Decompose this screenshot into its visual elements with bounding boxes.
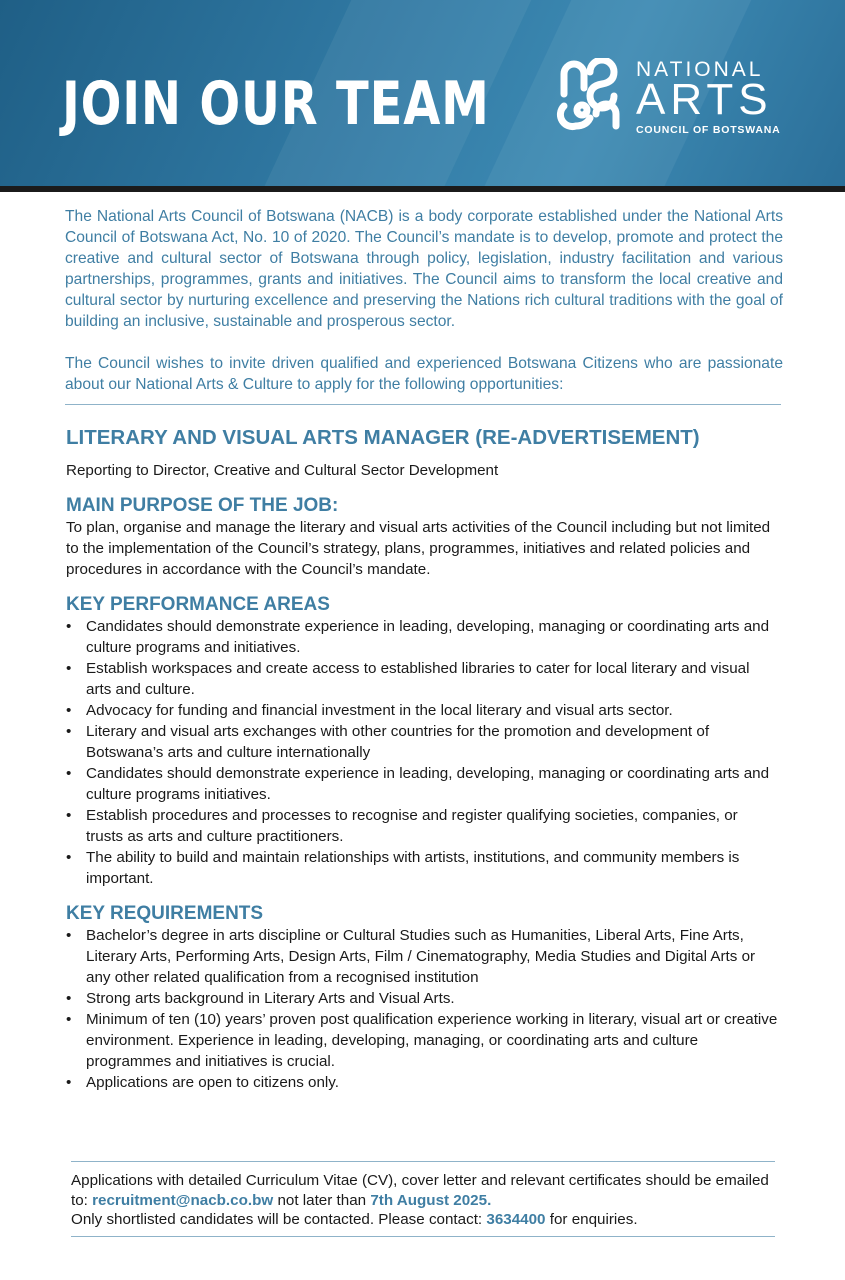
footer-deadline-label: not later than — [277, 1191, 367, 1209]
list-item: • Candidates should demonstrate experience in leading, developing, managing or coordinating arts and culture programs initiatives. — [66, 763, 778, 805]
list-item: • Literary and visual arts exchanges with other countries for the promotion and development of Botswana’s arts and culture internationally — [66, 721, 778, 763]
reporting-line: Reporting to Director, Creative and Cultural Sector Development — [66, 462, 499, 479]
job-section — [66, 425, 778, 1093]
banner-divider — [0, 186, 845, 192]
logo-line-arts: ARTS — [636, 75, 773, 124]
intro-paragraph: The National Arts Council of Botswana (NACB) is a body corporate established under the National Arts Council of Botswana Act, No. 10 of 2020. The Council’s mandate is to develop, promote and protect the creative and cultural sector of Botswana through policy, legislation, industry facilitation and various partnerships, programmes, grants and initiatives. The Council aims to transform the local creative and cultural sector by nurturing excellence and preserving the Nations rich cultural traditions with the goal of building an inclusive, sustainable and prosperous sector. — [65, 208, 783, 330]
footer-line-2 — [71, 1210, 775, 1230]
job-title: LITERARY AND VISUAL ARTS MANAGER (RE-ADVERTISEMENT) — [66, 426, 700, 449]
list-item: • Candidates should demonstrate experience in leading, developing, managing or coordinating arts and culture programs and initiatives. — [66, 616, 778, 658]
list-item: • The ability to build and maintain relationships with artists, institutions, and community members is important. — [66, 847, 778, 889]
kpa-list — [66, 616, 778, 889]
page-title: JOIN OUR TEAM — [62, 69, 490, 139]
logo-line-council: COUNCIL OF BOTSWANA — [636, 124, 781, 136]
requirements-heading: KEY REQUIREMENTS — [66, 903, 264, 924]
purpose-heading: MAIN PURPOSE OF THE JOB: — [66, 495, 339, 516]
phone-number[interactable]: 3634400 — [486, 1211, 546, 1228]
application-footer — [71, 1161, 775, 1237]
intro-invitation: The Council wishes to invite driven qualified and experienced Botswana Citizens who are passionate about our National Arts & Culture to apply for the following opportunities: — [65, 355, 783, 393]
footer-contact-label: Only shortlisted candidates will be contacted. Please contact: — [71, 1211, 483, 1228]
header-banner — [0, 0, 845, 186]
footer-instructions: Applications with detailed Curriculum Vitae (CV), cover letter and relevant certificates should be emailed to: — [71, 1172, 769, 1209]
list-item: • Bachelor’s degree in arts discipline or Cultural Studies such as Humanities, Liberal Arts, Fine Arts, Literary Arts, Performing Arts, Design Arts, Film / Cinematography, Media Studies and Digital Arts or any other related qualification from a recognised institution — [66, 925, 778, 988]
list-item: • Applications are open to citizens only. — [66, 1072, 778, 1093]
kpa-heading: KEY PERFORMANCE AREAS — [66, 594, 330, 615]
nacb-logo-mark-icon — [556, 58, 632, 138]
logo-line-national: NATIONAL — [636, 58, 764, 81]
deadline-date: 7th August 2025. — [370, 1191, 492, 1209]
list-item: • Minimum of ten (10) years’ proven post qualification experience working in literary, visual art or creative environment. Experience in leading, developing, managing, or coordinating arts and culture programmes and initiatives is crucial. — [66, 1009, 778, 1072]
requirements-list — [66, 925, 778, 1093]
section-divider — [65, 404, 781, 405]
nacb-logo — [556, 56, 786, 140]
intro-section — [65, 206, 783, 395]
list-item: • Establish workspaces and create access to established libraries to cater for local literary and visual arts and culture. — [66, 658, 778, 700]
purpose-text: To plan, organise and manage the literary and visual arts activities of the Council including but not limited to the implementation of the Council’s strategy, plans, programmes, initiatives and related policies and procedures in accordance with the Council’s mandate. — [66, 519, 771, 578]
footer-enquiries: for enquiries. — [549, 1211, 638, 1228]
list-item: • Establish procedures and processes to recognise and register qualifying societies, companies, or trusts as arts and culture practitioners. — [66, 805, 778, 847]
footer-line-1 — [71, 1171, 775, 1210]
list-item: • Strong arts background in Literary Arts and Visual Arts. — [66, 988, 778, 1009]
list-item: • Advocacy for funding and financial investment in the local literary and visual arts sector. — [66, 700, 778, 721]
email-link[interactable]: recruitment@nacb.co.bw — [92, 1191, 274, 1209]
